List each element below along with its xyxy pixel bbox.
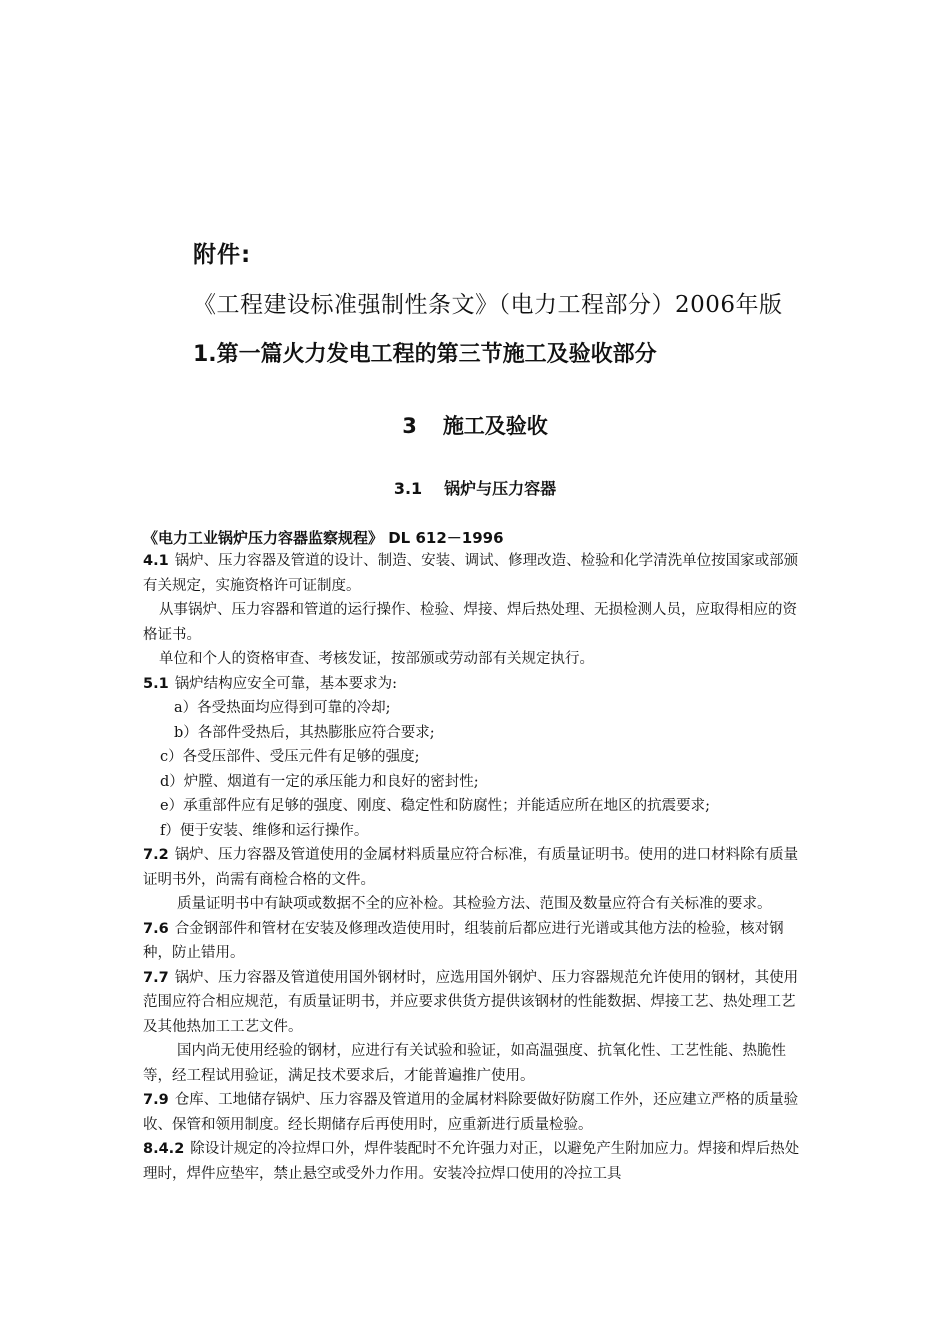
list-item: c）各受压部件、受压元件有足够的强度;	[160, 749, 420, 765]
list-item: b）各部件受热后，其热膨胀应符合要求;	[174, 724, 435, 741]
clauses-body	[143, 549, 807, 1186]
clause-4-1	[143, 549, 807, 598]
clause-7-2	[143, 843, 807, 892]
list-item: d）炉膛、烟道有一定的承压能力和良好的密封性;	[160, 773, 479, 790]
document-title: 《工程建设标准强制性条文》（电力工程部分）2006年版	[193, 292, 783, 318]
chapter-title: 施工及验收	[442, 414, 548, 438]
list-item: f）便于安装、维修和运行操作。	[160, 822, 369, 839]
section-title: 锅炉与压力容器	[444, 479, 557, 498]
clause-text: 锅炉、压力容器及管道的设计、制造、安装、调试、修理改造、检验和化学清洗单位按国家或部颁有关规定，实施资格许可证制度。	[143, 553, 799, 594]
clause-text: 仓库、工地储存锅炉、压力容器及管道用的金属材料除要做好防腐工作外，还应建立严格的质量验收、保管和领用制度。经长期储存后再使用时，应重新进行质量检验。	[143, 1092, 799, 1133]
clause-text: 锅炉、压力容器及管道使用的金属材料质量应符合标准，有质量证明书。使用的进口材料除有质量证明书外，尚需有商检合格的文件。	[143, 847, 799, 888]
clause-7-7	[143, 966, 807, 1040]
annex-label: 附件:	[193, 242, 252, 268]
clause-number: 8.4.2	[143, 1141, 185, 1157]
clause-8-4-2	[143, 1137, 807, 1186]
standard-reference: 《电力工业锅炉压力容器监察规程》 DL 612－1996	[143, 529, 504, 547]
section-number: 3.1	[393, 479, 423, 498]
clause-text: 合金钢部件和管材在安装及修理改造使用时，组装前后都应进行光谱或其他方法的检验，核对钢种，防止错用。	[143, 920, 784, 961]
clause-number: 5.1	[143, 675, 169, 692]
clause-7-6	[143, 917, 807, 966]
section-heading	[0, 476, 950, 499]
clause-number: 7.6	[143, 920, 169, 937]
chapter-heading	[0, 410, 950, 440]
list-item: e）承重部件应有足够的强度、刚度、稳定性和防腐性；并能适应所在地区的抗震要求;	[160, 798, 710, 814]
list-item: a）各受热面均应得到可靠的冷却;	[174, 700, 391, 716]
clause-text: 除设计规定的冷拉焊口外，焊件装配时不允许强力对正，以避免产生附加应力。焊接和焊后热处理时，焊件应垫牢，禁止悬空或受外力作用。安装冷拉焊口使用的冷拉工具	[143, 1141, 800, 1182]
clause-paragraph: 从事锅炉、压力容器和管道的运行操作、检验、焊接、焊后热处理、无损检测人员，应取得相应的资格证书。	[143, 602, 797, 643]
clause-paragraph: 单位和个人的资格审查、考核发证，按部颁或劳动部有关规定执行。	[159, 651, 594, 667]
clause-number: 7.7	[143, 969, 169, 986]
clause-paragraph: 国内尚无使用经验的钢材，应进行有关试验和验证，如高温强度、抗氧化性、工艺性能、热脆性等，经工程试用验证，满足技术要求后，才能普遍推广使用。	[143, 1043, 786, 1084]
clause-paragraph: 质量证明书中有缺项或数据不全的应补检。其检验方法、范围及数量应符合有关标准的要求。	[177, 896, 772, 912]
clause-text: 锅炉、压力容器及管道使用国外钢材时，应选用国外钢炉、压力容器规范允许使用的钢材，其使用范围应符合相应规范，有质量证明书，并应要求供货方提供该钢材的性能数据、焊接工艺、热处理工艺及其他热加工工艺文件。	[143, 969, 799, 1035]
clause-7-9	[143, 1088, 807, 1137]
part-heading: 1.第一篇火力发电工程的第三节施工及验收部分	[193, 342, 657, 367]
clause-5-1	[143, 672, 807, 697]
clause-number: 7.9	[143, 1092, 169, 1108]
clause-text: 锅炉结构应安全可靠，基本要求为:	[174, 675, 398, 692]
clause-number: 4.1	[143, 553, 169, 569]
clause-number: 7.2	[143, 847, 169, 863]
chapter-number: 3	[402, 414, 417, 438]
